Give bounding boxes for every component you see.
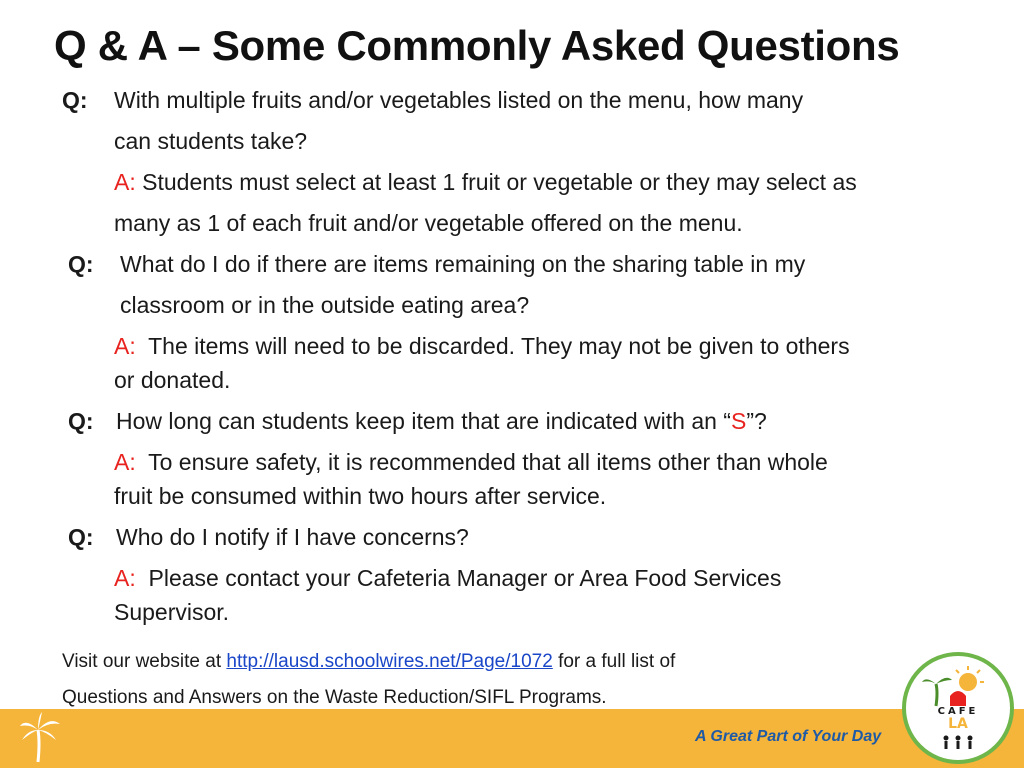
cafe-logo	[902, 652, 1014, 764]
qa-2-question-line-1: What do I do if there are items remaining on the sharing table in my	[120, 251, 806, 277]
qa-4-answer-line-1: Please contact your Cafeteria Manager or Area Food Services	[148, 565, 782, 591]
footer-pre: Visit our website at	[62, 651, 227, 672]
s-indicator: S	[730, 408, 747, 434]
q-label: Q:	[68, 408, 94, 434]
qa-3-question-line-1	[116, 407, 767, 435]
qa-4-question-line-1: Who do I notify if I have concerns?	[116, 524, 469, 550]
a-label: A:	[114, 565, 136, 591]
website-link[interactable]: http://lausd.schoolwires.net/Page/1072	[226, 651, 553, 672]
qa-3-answer-line-1: To ensure safety, it is recommended that all items other than whole	[148, 449, 828, 475]
footer-line-1	[62, 650, 675, 674]
cafe-wordmark: CAFE	[937, 706, 979, 717]
a-label: A:	[114, 169, 136, 195]
q-label: Q:	[62, 87, 88, 113]
qa-2-question	[68, 250, 94, 278]
qa-3-question-post: ”?	[746, 408, 767, 434]
q-label: Q:	[68, 524, 94, 550]
palm-tree-icon	[18, 712, 62, 764]
qa-3-answer-line-2: fruit be consumed within two hours after service.	[114, 483, 607, 509]
qa-4-question	[68, 523, 94, 551]
q-label: Q:	[68, 251, 94, 277]
qa-1-question-line-2: can students take?	[114, 128, 308, 154]
qa-1-answer-line-1: Students must select at least 1 fruit or vegetable or they may select as	[142, 169, 857, 195]
qa-3-question-pre: How long can students keep item that are indicated with an “	[116, 408, 731, 434]
qa-2-question-line-2: classroom or in the outside eating area?	[120, 292, 530, 318]
footer-line-2: Questions and Answers on the Waste Reduction/SIFL Programs.	[62, 687, 607, 708]
qa-1-question-line-1: With multiple fruits and/or vegetables listed on the menu, how many	[114, 87, 804, 113]
qa-4-answer-line-2: Supervisor.	[114, 599, 230, 625]
qa-2-answer	[114, 332, 850, 360]
qa-2-answer-line-2: or donated.	[114, 367, 231, 393]
qa-3-question	[68, 407, 94, 435]
qa-1-question	[62, 86, 88, 114]
slide-title: Q & A – Some Commonly Asked Questions	[54, 22, 900, 69]
qa-2-answer-line-1: The items will need to be discarded. They may not be given to others	[148, 333, 850, 359]
qa-1-answer	[114, 168, 857, 196]
qa-3-answer	[114, 448, 828, 476]
qa-1-answer-line-2: many as 1 of each fruit and/or vegetable offered on the menu.	[114, 210, 743, 236]
qa-4-answer	[114, 564, 781, 592]
a-label: A:	[114, 449, 136, 475]
la-monogram: LA	[948, 716, 968, 732]
footer-post: for a full list of	[558, 651, 676, 672]
a-label: A:	[114, 333, 136, 359]
tagline: A Great Part of Your Day	[695, 728, 882, 745]
